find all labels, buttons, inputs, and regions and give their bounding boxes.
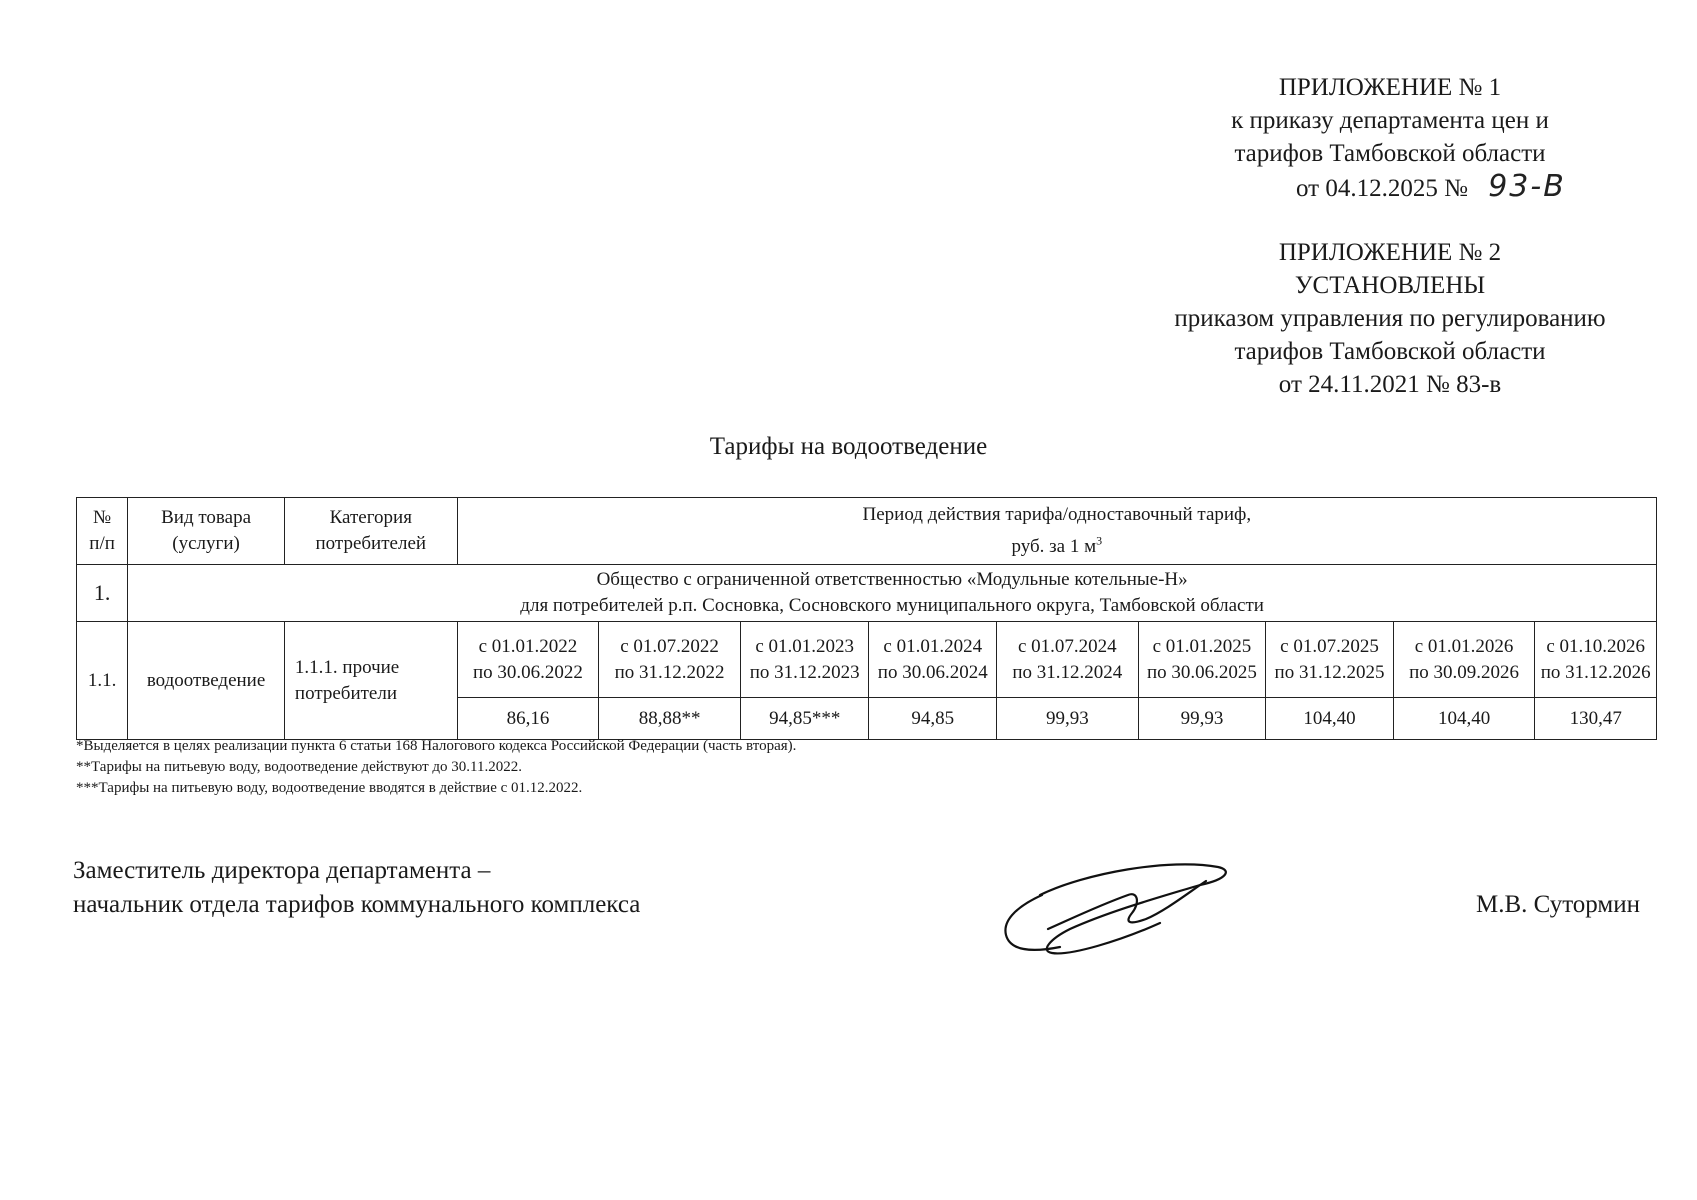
header-num: № п/п	[77, 498, 128, 565]
header-period-line2: руб. за 1 $м^3$	[1011, 533, 1103, 558]
tariff-value: 130,47	[1535, 698, 1657, 740]
tariffs-table	[76, 497, 1657, 740]
period-cell: с 01.07.2022 по 31.12.2022	[599, 622, 741, 698]
appendix-1-block	[1180, 71, 1600, 170]
signatory-position-line1: Заместитель директора департамента –	[73, 857, 491, 884]
tariff-value: 104,40	[1393, 698, 1535, 740]
tariff-value: 94,85***	[740, 698, 869, 740]
handwritten-signature	[1000, 853, 1240, 973]
period-cell: с 01.01.2023 по 31.12.2023	[740, 622, 869, 698]
appendix-2-title: ПРИЛОЖЕНИЕ № 2	[1278, 239, 1502, 266]
org-row-num: 1.	[77, 565, 128, 622]
appendix-1-date-text: от 04.12.2025 №	[1296, 175, 1468, 202]
tariff-value: 88,88**	[599, 698, 741, 740]
org-row	[77, 565, 1657, 622]
appendix-2-line2: тарифов Тамбовской области	[1234, 338, 1546, 365]
period-cell: с 01.07.2025 по 31.12.2025	[1266, 622, 1394, 698]
header-period	[457, 498, 1656, 565]
signatory-position	[73, 854, 873, 922]
org-name: Общество с ограниченной ответственностью «Модульные котельные-Н»	[596, 569, 1188, 590]
header-category: Категория потребителей	[284, 498, 457, 565]
signatory-name: М.В. Сутормин	[1475, 891, 1640, 918]
footnotes	[76, 736, 1276, 799]
footnote-3: ***Тарифы на питьевую воду, водоотведение вводятся в действие с 01.12.2022.	[76, 780, 583, 796]
header-period-line1: Период действия тарифа/одноставочный тариф,	[862, 503, 1252, 525]
item-category: 1.1.1. прочие потребители	[284, 622, 457, 740]
period-cell: с 01.01.2026 по 30.09.2026	[1393, 622, 1535, 698]
item-row-periods	[77, 622, 1657, 698]
tariff-value: 94,85	[869, 698, 997, 740]
period-cell: с 01.10.2026 по 31.12.2026	[1535, 622, 1657, 698]
appendix-1-line2: тарифов Тамбовской области	[1234, 140, 1546, 167]
tariff-value: 99,93	[1138, 698, 1266, 740]
period-cell: с 01.01.2025 по 30.06.2025	[1138, 622, 1266, 698]
appendix-1-line1: к приказу департамента цен и	[1231, 107, 1549, 134]
item-num: 1.1.	[77, 622, 128, 740]
appendix-2-line3: от 24.11.2021 № 83-в	[1278, 371, 1502, 398]
document-title: Тарифы на водоотведение	[709, 433, 988, 460]
tariff-value: 86,16	[457, 698, 599, 740]
signatory-position-line2: начальник отдела тарифов коммунального комплекса	[73, 891, 641, 918]
appendix-2-line1: приказом управления по регулированию	[1174, 305, 1606, 332]
footnote-2: **Тарифы на питьевую воду, водоотведение действуют до 30.11.2022.	[76, 759, 523, 775]
appendix-1-title: ПРИЛОЖЕНИЕ № 1	[1278, 74, 1502, 101]
period-cell: с 01.07.2024 по 31.12.2024	[997, 622, 1139, 698]
handwritten-order-number: 93-В	[1488, 169, 1566, 204]
header-service: Вид товара (услуги)	[128, 498, 285, 565]
period-cell: с 01.01.2022 по 30.06.2022	[457, 622, 599, 698]
period-cell: с 01.01.2024 по 30.06.2024	[869, 622, 997, 698]
item-service: водоотведение	[128, 622, 285, 740]
tariff-value: 104,40	[1266, 698, 1394, 740]
appendix-2-block	[1130, 236, 1650, 401]
footnote-1: *Выделяется в целях реализации пункта 6 статьи 168 Налогового кодекса Российской Федерации (часть вторая).	[76, 738, 797, 754]
org-row-description	[128, 565, 1657, 622]
table-header-row	[77, 498, 1657, 565]
org-consumers: для потребителей р.п. Сосновка, Сосновского муниципального округа, Тамбовской области	[520, 595, 1264, 616]
appendix-1-date	[1296, 170, 1566, 205]
appendix-2-established: УСТАНОВЛЕНЫ	[1294, 272, 1486, 299]
tariff-value: 99,93	[997, 698, 1139, 740]
